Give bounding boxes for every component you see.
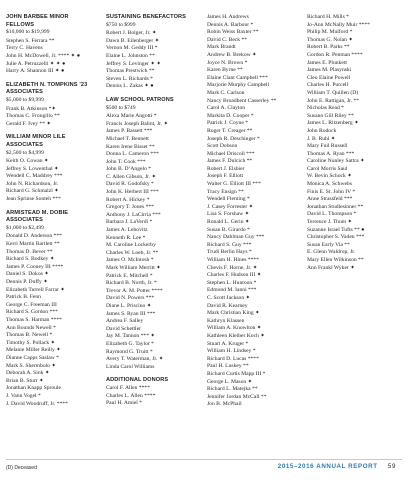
donor-name: Elizabeth G. Taylor * bbox=[106, 340, 154, 347]
donor-name: Gerald F. Ivey ** ✦ bbox=[6, 120, 52, 127]
donor-name: Trudi Berlin Hays * bbox=[207, 249, 252, 256]
donor-name: Patrick B. Fenn bbox=[6, 294, 41, 301]
donor-name: Timothy S. Pollack ✦ bbox=[6, 339, 56, 346]
donor-name: Nancy Broadbent Casserley ** bbox=[207, 97, 277, 104]
donor-name: Avery T. Waterman, Jr. ✦ bbox=[106, 356, 164, 363]
donor-name: James O. McIntosh * bbox=[106, 257, 154, 264]
donor-name: Melanie Miller Reilly ✦ bbox=[6, 347, 61, 354]
donor-name: Jennifer Jordan McCall ** bbox=[207, 393, 267, 400]
donor-name: Mary Ellen Wilkinson ** bbox=[307, 257, 364, 263]
donor-name: W. Bevin Schock ✦ bbox=[307, 173, 352, 180]
donor-name: Robert B. Parks ** bbox=[307, 44, 350, 51]
donor-name: Walter G. Elliott III *** bbox=[207, 181, 261, 188]
donor-name: Mark C. Carlson bbox=[207, 89, 245, 96]
donor-name: Richard G. Schmalzl ✦ bbox=[6, 188, 59, 195]
donor-name: Barbara J. LaVerdi * bbox=[106, 219, 153, 226]
donor-name: Scott Dobson bbox=[207, 143, 238, 150]
donor-name: Richard S. Bodkey ✦ bbox=[6, 256, 55, 263]
section-heading: WILLIAM MINOR LILE bbox=[6, 134, 66, 141]
donor-name: Stephen S. Ferrara ** bbox=[6, 37, 55, 44]
donor-section bbox=[106, 14, 198, 91]
donor-name: Terrence J. Thum ✦ bbox=[307, 219, 353, 226]
donor-name: David C. Beck ** bbox=[207, 36, 248, 43]
donor-name: David R. Godofsky * bbox=[106, 181, 154, 188]
donor-name: James L. Ritzenberg ✦ bbox=[307, 120, 359, 127]
gift-range: $10,000 to $19,999 bbox=[6, 29, 50, 36]
donor-name: Raymond G. Truitt * bbox=[106, 348, 153, 355]
donor-name: Carol F. Allen **** bbox=[106, 384, 150, 391]
donor-name: Brian B. Sturr ✦ bbox=[6, 377, 44, 384]
donor-name: James P. Bassett *** bbox=[106, 128, 153, 135]
donor-name: Dennis P. Duffy ✦ bbox=[6, 279, 48, 285]
donor-name: Caroline Nunley Sattra ✦ bbox=[307, 158, 365, 165]
donor-name: John K. Herbert III *** bbox=[106, 189, 159, 196]
donor-name: Cleo Elaine Powell bbox=[307, 74, 351, 81]
donor-name: John N. Richardson, Jr. bbox=[6, 180, 59, 187]
donor-name: James P. Cooney III **** bbox=[6, 263, 64, 270]
donor-name: George L. Mason ✦ bbox=[207, 378, 253, 385]
report-title: 2015–2016 ANNUAL REPORT bbox=[277, 463, 378, 470]
page-number: 59 bbox=[387, 463, 396, 470]
donor-name: John Rodock bbox=[307, 127, 337, 134]
donor-name: John B. D’Angelo * bbox=[106, 166, 152, 173]
gift-range: $1,000 to $2,499 bbox=[6, 224, 44, 231]
donor-name: David Schettler bbox=[106, 325, 141, 332]
donor-name: Wendell C. Maddrey *** bbox=[6, 173, 63, 180]
donor-name: Anthony J. LaCirria *** bbox=[106, 211, 161, 218]
donor-name: Thomas B. Newell * bbox=[6, 332, 53, 339]
donor-name: Patrick E. Mitchell * bbox=[106, 272, 153, 279]
donor-name: Paul H. Luskey ** bbox=[207, 363, 249, 370]
donor-name: Susan B. Girardo * bbox=[207, 226, 250, 233]
donor-name: Thomas D. Bever ** bbox=[6, 248, 53, 255]
donor-name: Charles H. Purcell bbox=[307, 82, 349, 89]
donor-name: Ann Bounds Newell * bbox=[6, 324, 56, 331]
donor-name: Richard L. Matejka ** bbox=[207, 386, 258, 393]
donor-name: Joseph F. Elliott bbox=[207, 173, 244, 180]
donor-name: David R. Kearney bbox=[207, 302, 248, 309]
donor-name: Dawn B. Eilenberger ✦ bbox=[106, 37, 160, 44]
donor-name: Christopher S. Vaden *** bbox=[307, 234, 365, 241]
donor-name: Mark S. Shermbolo ✦ bbox=[6, 362, 57, 369]
donor-name: Robin Weiss Baxter ** bbox=[207, 29, 259, 36]
donor-name: Keith O. Cowan ✦ bbox=[6, 158, 49, 165]
donor-name: Thomas A. Ryan *** bbox=[307, 150, 355, 157]
donor-name: Dennis A. Barbour * bbox=[207, 21, 254, 28]
donor-name: Mark Brandt bbox=[207, 44, 236, 51]
donor-name: Dennis L. Zakas ✦ ● bbox=[106, 83, 154, 90]
donor-section bbox=[106, 97, 198, 371]
donor-name: Jay M. Tannon *** ✦ bbox=[106, 333, 156, 340]
donor-name: Kathryn Klassen bbox=[207, 317, 245, 324]
donor-name: John E. Rattigan, Jr. ** bbox=[307, 97, 360, 104]
donor-name: Carol Morris Saul bbox=[307, 165, 348, 172]
section-heading: JOHN BARBEE MINOR bbox=[6, 14, 69, 20]
donor-name: Joyce N. Brown * bbox=[207, 59, 248, 66]
section-heading: ADDITIONAL DONORS bbox=[106, 377, 169, 384]
donor-name: James S. Ryan III *** bbox=[106, 310, 156, 317]
donor-name: Elaine L. Johnston ** bbox=[106, 52, 155, 59]
donor-section bbox=[6, 210, 98, 408]
donor-name: Lisa S. Forshaw ✦ bbox=[207, 211, 250, 218]
donor-name: Jeffrey S. Levinger ✦ ✦ bbox=[106, 60, 162, 67]
donor-name: Nancy Dahlman Guy *** bbox=[207, 234, 265, 241]
donor-name: Thomas G. Nolan ✦ bbox=[307, 36, 354, 43]
donor-name: Karen Irene Bisset ** bbox=[106, 143, 155, 150]
donor-name: Andrew B. Brekow ✦ bbox=[207, 51, 257, 58]
donor-section bbox=[307, 14, 407, 272]
section-heading: ASSOCIATES bbox=[6, 217, 43, 224]
donor-name: J. B. Ruhl ✦ bbox=[307, 135, 336, 142]
donor-name: Jo-Ann McNally Muir **** bbox=[307, 21, 370, 28]
donor-name: Edmond M. Ianni *** bbox=[207, 287, 257, 294]
donor-name: Patrick J. Coyne * bbox=[207, 120, 249, 127]
donor-name: Markita D. Cooper * bbox=[207, 112, 254, 119]
donor-name: Kerri Martin Bartlett ** bbox=[6, 241, 60, 248]
donor-name: Terry C. Havens bbox=[6, 45, 43, 52]
donor-column-1 bbox=[6, 14, 98, 414]
donor-name: James A. Lebovitz bbox=[106, 227, 148, 234]
donor-name: John T. Cook *** bbox=[106, 158, 146, 165]
donor-name: David N. Powers *** bbox=[106, 295, 155, 302]
donor-name: C. Scott Jackson ✦ bbox=[207, 294, 251, 301]
donor-name: Julie A. Petruzzelli ✦ ✦ ● bbox=[6, 60, 66, 67]
donor-name: Trevor A. M. Potter **** bbox=[106, 287, 163, 294]
donor-name: Mary Fuil Russell bbox=[307, 143, 348, 150]
donor-name: Marjorie Murphy Campbell bbox=[207, 82, 270, 89]
donor-name: William H. Hines **** bbox=[207, 257, 259, 263]
donor-name: Charles L. Allen **** bbox=[106, 392, 156, 399]
donor-name: Andrea F. Salley bbox=[106, 318, 144, 325]
donor-name: Richard Curtis Mapp III * bbox=[207, 370, 266, 377]
section-heading: ASSOCIATES bbox=[6, 89, 43, 96]
donor-name: William A. Knowlton ✦ bbox=[207, 325, 262, 332]
donor-name: Jonathan Studlesinner ** bbox=[307, 203, 364, 210]
donor-name: Robert J. Bolger, Jr. ✦ bbox=[106, 30, 157, 37]
donor-name: Donna L. Cameron *** bbox=[106, 151, 159, 158]
donor-name: M. Caroline Lockerby bbox=[106, 242, 156, 249]
donor-name: Vernon M. Geddy III * bbox=[106, 45, 158, 52]
donor-column-2 bbox=[106, 14, 198, 414]
donor-name: Richard H. Mills * bbox=[307, 14, 349, 20]
donor-name: Kenneth R. Lee * bbox=[106, 234, 146, 241]
donor-name: Dianne Capps Saslaw * bbox=[6, 354, 59, 361]
donor-name: Thomas S. Harman **** bbox=[6, 316, 62, 323]
section-heading: SUSTAINING BENEFACTORS bbox=[106, 14, 187, 20]
donor-name: Stephen L. Huntoon * bbox=[207, 279, 257, 286]
footer-rule bbox=[6, 459, 402, 460]
donor-name: Finis E. St. John IV * bbox=[307, 188, 356, 195]
donor-name: Michael T. Bennett bbox=[106, 135, 149, 142]
gift-range: $750 to $999 bbox=[106, 21, 136, 28]
donor-name: Jon B. McPhail bbox=[207, 401, 242, 408]
donor-name: Nicholas Read * bbox=[307, 105, 344, 112]
donor-name: Michael Driscoll *** bbox=[207, 150, 255, 157]
section-heading: ELIZABETH N. TOMPKINS ’23 bbox=[6, 81, 88, 88]
section-heading: FELLOWS bbox=[6, 21, 35, 28]
donor-name: William T. Quillen (D) bbox=[307, 89, 359, 96]
donor-name: Susan Early Via ** bbox=[307, 241, 350, 248]
donor-name: Kathleen Kleiber Koch ✦ bbox=[207, 332, 265, 339]
donor-name: Elizabeth Turrell Farrar ✦ bbox=[6, 286, 65, 293]
donor-name: Richard D. Lucas **** bbox=[207, 355, 259, 362]
donor-name: Elaine Clant Campbell *** bbox=[207, 74, 268, 81]
donor-name: William H. Lindsey * bbox=[207, 348, 256, 355]
donor-name: J. Casey Forrester ✦ bbox=[207, 203, 254, 210]
donor-name: Stuart A. Kruger * bbox=[207, 340, 249, 347]
donor-name: Chevis F. Horne, Jr. ✦ bbox=[207, 264, 258, 271]
donor-name: C. Allen Gibson, Jr. ✦ bbox=[106, 173, 157, 180]
donor-name: Thomas C. Frongillo ** bbox=[6, 113, 60, 120]
donor-name: Daniel S. Dokos ✦ bbox=[6, 271, 49, 278]
gift-range: $2,500 to $4,999 bbox=[6, 149, 44, 156]
donor-name: Frank B. Atkinson *✦ bbox=[6, 105, 57, 112]
donor-name: E. Glenn Waldrop, Jr. bbox=[307, 249, 356, 256]
donor-name: Jonathan Knapp Sproule bbox=[6, 385, 61, 392]
donor-name: James M. Plasynski bbox=[307, 67, 352, 74]
donor-name: Joseph R. Deschinger * bbox=[207, 135, 260, 142]
donor-name: Deborah A. Sink ✦ bbox=[6, 370, 50, 377]
donor-name: Steven L. Richards * bbox=[106, 75, 153, 82]
donor-name: Alexa Marie Angotti * bbox=[106, 113, 157, 120]
section-heading: ASSOCIATES bbox=[6, 141, 43, 148]
donor-name: Tracy Ensign ** bbox=[207, 188, 244, 195]
donor-name: Ann Frankl Wyker ✦ bbox=[307, 264, 355, 271]
donor-name: Wendell Fleming * bbox=[207, 196, 250, 203]
donor-name: Richard B. North, Jr. * bbox=[106, 280, 157, 287]
gift-range: $5,000 to $9,999 bbox=[6, 96, 44, 103]
donor-name: Mark William Merritt ✦ bbox=[106, 265, 161, 271]
donor-name: Diane L. Priscino ✦ bbox=[106, 302, 152, 309]
donor-section bbox=[6, 134, 98, 203]
donor-column-4 bbox=[307, 14, 407, 278]
donor-name: Ronald L. Gerin ✦ bbox=[207, 219, 250, 226]
donor-name: Thomas Prestwich ** bbox=[106, 68, 155, 75]
section-heading: ARMISTEAD M. DOBIE bbox=[6, 209, 69, 216]
section-heading: LAW SCHOOL PATRONS bbox=[106, 96, 174, 103]
donor-name: Richard S. Gordon *** bbox=[6, 309, 58, 316]
donor-name: Harry A. Shannon III ✦ ● bbox=[6, 68, 65, 75]
donor-name: John H. McDowell, Jr. **** ✦ ● bbox=[6, 52, 81, 59]
donor-name: Robert J. Elsbier bbox=[207, 165, 245, 172]
donor-name: James E. Plunkett bbox=[307, 59, 347, 66]
donor-name: Gordon R. Penman **** bbox=[307, 51, 363, 58]
donor-name: Carol A. Clayton bbox=[207, 105, 246, 112]
donor-name: Susann Gill Riley ** bbox=[307, 112, 354, 119]
donor-name: Philip M. Mulford * bbox=[307, 29, 353, 36]
donor-name: Karen Byrne ** bbox=[207, 67, 243, 74]
donor-name: Suzanne Israel Tufts ** ● bbox=[307, 226, 365, 233]
donor-section bbox=[106, 377, 198, 407]
report-footer bbox=[278, 463, 396, 470]
donor-name: Mark Christian King ✦ bbox=[207, 310, 260, 317]
donor-name: J. David Woodruff, Jr. **** bbox=[6, 400, 68, 407]
donor-name: Charles W. Loeb, Jr. ** bbox=[106, 249, 159, 256]
donor-name: David L. Thompson * bbox=[307, 211, 357, 218]
donor-name: James F. Dulcich ** bbox=[207, 158, 253, 165]
donor-name: Francis Joseph Balint, Jr. ✦ bbox=[106, 120, 169, 127]
gift-range: $500 to $749 bbox=[106, 104, 136, 111]
donor-column-3 bbox=[207, 14, 299, 415]
donor-name: Gregory T. Jones *** bbox=[106, 204, 154, 211]
donor-name: Donald D. Anderson *** bbox=[6, 233, 62, 240]
donor-section bbox=[6, 14, 98, 76]
donor-name: Paul H. Amiel * bbox=[106, 400, 143, 407]
donor-section bbox=[6, 82, 98, 129]
donor-name: George C. Freeman III bbox=[6, 301, 57, 308]
donor-name: Roger T. Creager ** bbox=[207, 127, 253, 134]
donor-name: Jeffrey S. Lowenthal ✦ bbox=[6, 165, 59, 172]
donor-name: J. Vann Vogel * bbox=[6, 392, 41, 399]
deceased-note: (D) Deceased bbox=[6, 465, 37, 471]
donor-section bbox=[207, 14, 299, 409]
donor-name: Richard S. Guy *** bbox=[207, 241, 252, 248]
donor-name: Anne Strassfeld *** bbox=[307, 196, 353, 203]
donor-name: Charles F. Hudson III ✦ bbox=[207, 272, 262, 279]
donor-name: Monica A. Schwebs bbox=[307, 181, 352, 188]
donor-name: James H. Andrews bbox=[207, 14, 249, 20]
donor-name: Robert A. Hickey * bbox=[106, 196, 150, 203]
donor-name: Linda Carol Williams bbox=[106, 363, 155, 370]
donor-name: Jean Sprinse Sonteh *** bbox=[6, 196, 61, 203]
